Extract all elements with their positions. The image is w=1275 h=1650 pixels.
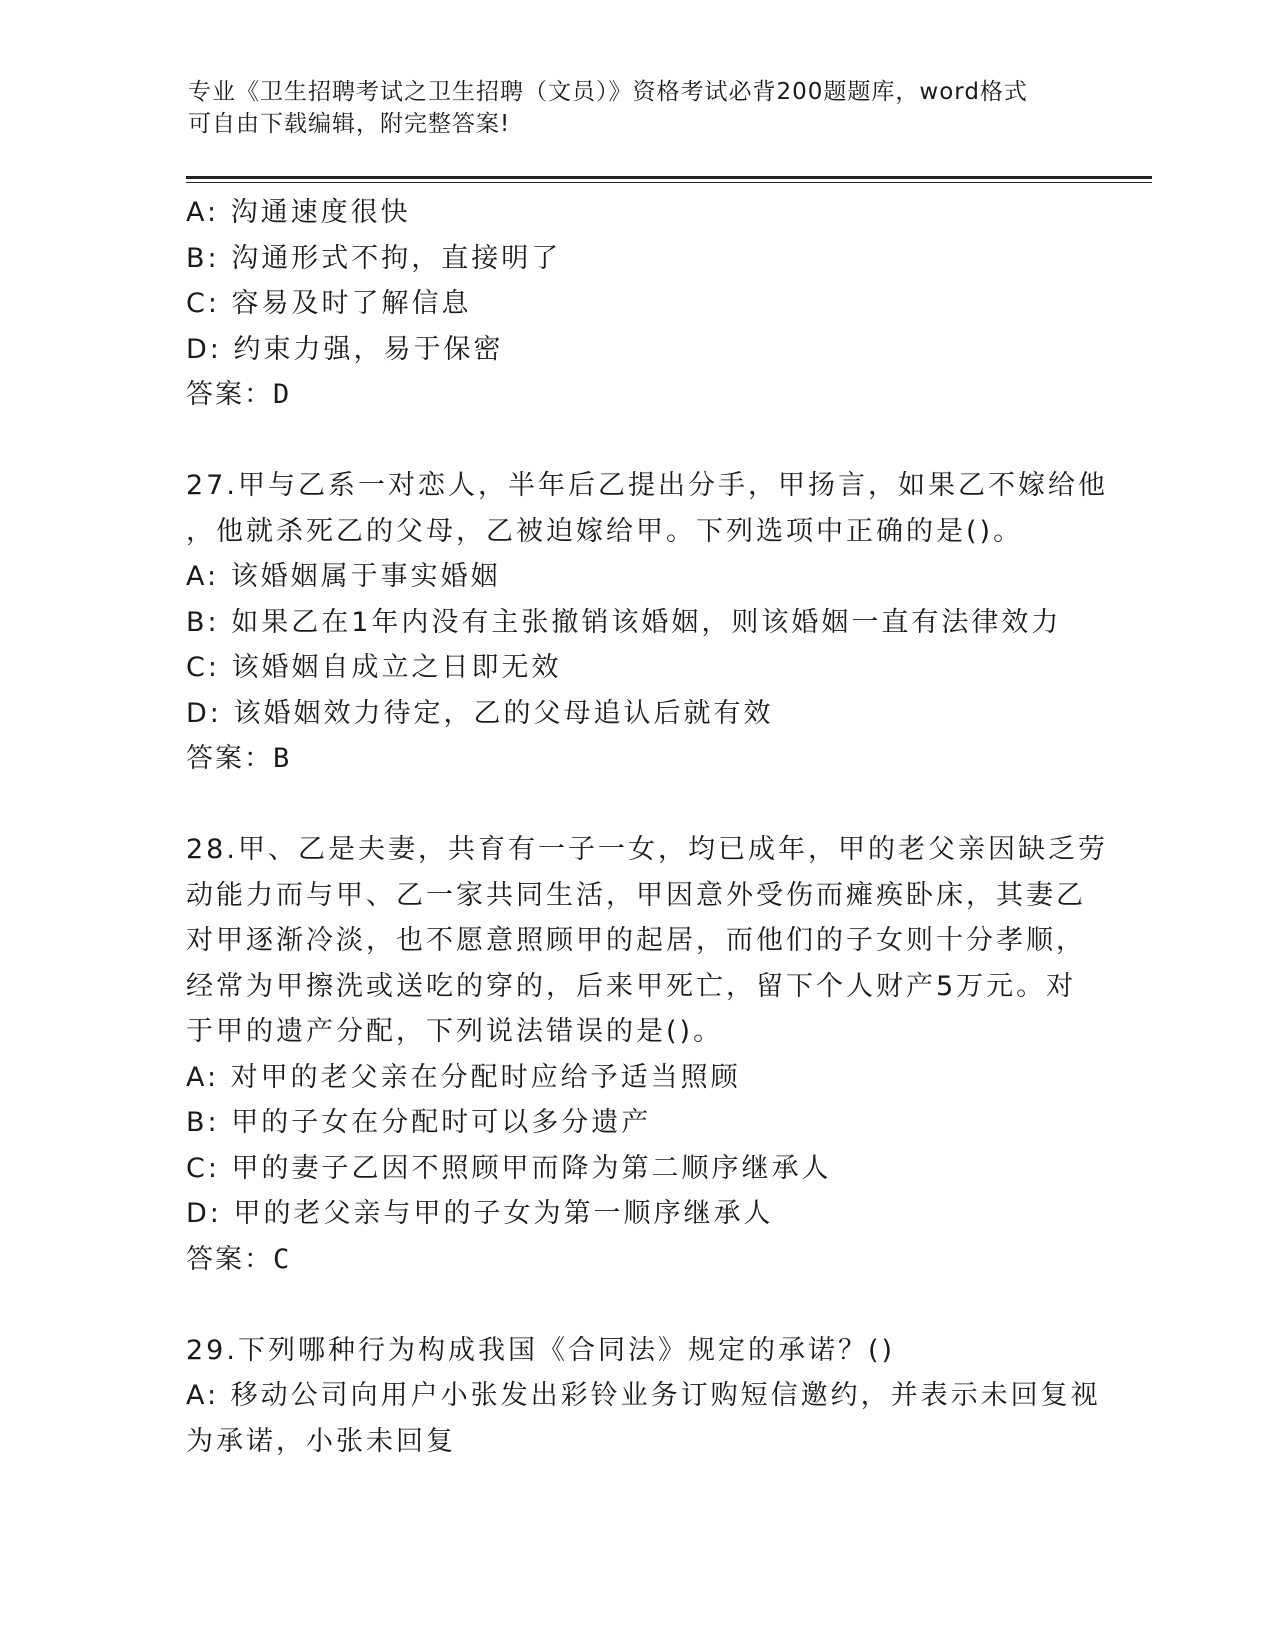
header-divider-thick — [186, 176, 1152, 179]
answer-value: B — [273, 743, 290, 774]
answer-value: D — [273, 379, 290, 410]
question-28 — [186, 827, 1108, 1282]
option-d: D: 甲的老父亲与甲的子女为第一顺序继承人 — [186, 1198, 774, 1229]
option-a: A: 沟通速度很快 — [186, 197, 411, 228]
question-stem-line: 于甲的遗产分配，下列说法错误的是()。 — [186, 1016, 724, 1047]
answer-line — [186, 372, 1076, 418]
question-stem-line: 动能力而与甲、乙一家共同生活，甲因意外受伤而瘫痪卧床，其妻乙 — [186, 879, 1086, 911]
answer-line — [186, 736, 1076, 782]
answer-value: C — [273, 1243, 290, 1275]
spacer — [186, 418, 1076, 464]
option-c: C: 容易及时了解信息 — [186, 288, 472, 319]
header-title-line-2: 可自由下载编辑，附完整答案! — [188, 111, 511, 137]
header-divider-thin — [186, 182, 1152, 183]
spacer — [186, 1282, 1076, 1328]
option-c: C: 甲的妻子乙因不照顾甲而降为第二顺序继承人 — [186, 1152, 832, 1184]
spacer — [186, 782, 1076, 828]
option-b: B: 如果乙在1年内没有主张撤销该婚姻，则该婚姻一直有法律效力 — [186, 606, 1062, 638]
question-stem-line: 28.甲、乙是夫妻，共育有一子一女，均已成年，甲的老父亲因缺乏劳 — [186, 834, 1108, 865]
question-stem-line: 29.下列哪种行为构成我国《合同法》规定的承诺？() — [186, 1334, 896, 1366]
option-a: A: 移动公司向用户小张发出彩铃业务订购短信邀约，并表示未回复视 — [186, 1380, 1101, 1411]
answer-label: 答案： — [186, 379, 273, 410]
answer-line — [186, 1237, 1076, 1283]
option-a: A: 对甲的老父亲在分配时应给予适当照顾 — [186, 1061, 741, 1093]
answer-label: 答案： — [186, 743, 273, 774]
question-stem-line: 经常为甲擦洗或送吃的穿的，后来甲死亡，留下个人财产5万元。对 — [186, 970, 1077, 1002]
question-stem-line: ，他就杀死乙的父母，乙被迫嫁给甲。下列选项中正确的是()。 — [186, 515, 1024, 547]
question-stem-line: 27.甲与乙系一对恋人，半年后乙提出分手，甲扬言，如果乙不嫁给他 — [186, 470, 1108, 501]
option-d: D: 该婚姻效力待定，乙的父母追认后就有效 — [186, 697, 774, 729]
question-26 — [186, 190, 1076, 418]
option-b: B: 甲的子女在分配时可以多分遗产 — [186, 1107, 652, 1138]
question-29 — [186, 1328, 1101, 1465]
answer-label: 答案： — [186, 1243, 273, 1275]
header-title-line-1: 专业《卫生招聘考试之卫生招聘（文员）》资格考试必背200题题库，word格式 — [188, 79, 1028, 105]
option-b: B: 沟通形式不拘，直接明了 — [186, 242, 562, 274]
option-a: A: 该婚姻属于事实婚姻 — [186, 561, 501, 592]
document-header — [188, 76, 1068, 140]
question-stem-line: 对甲逐渐冷淡，也不愿意照顾甲的起居，而他们的子女则十分孝顺， — [186, 925, 1086, 956]
option-a-continued: 为承诺，小张未回复 — [186, 1425, 456, 1457]
question-content — [186, 190, 1108, 1464]
option-c: C: 该婚姻自成立之日即无效 — [186, 652, 562, 683]
question-27 — [186, 463, 1108, 782]
option-d: D: 约束力强，易于保密 — [186, 333, 504, 365]
